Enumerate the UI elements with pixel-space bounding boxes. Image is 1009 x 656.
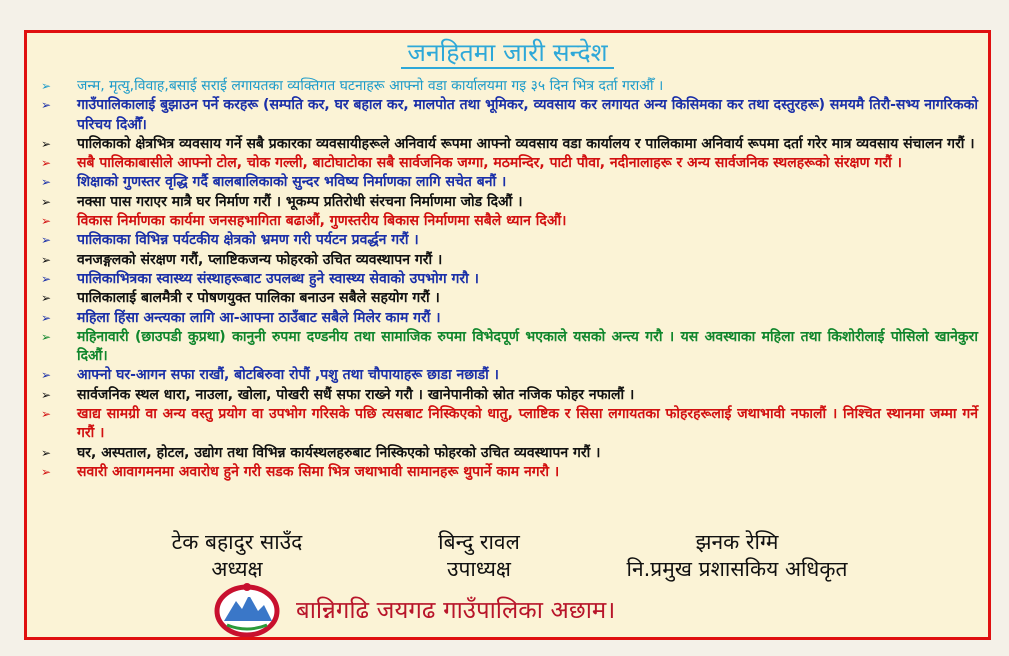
signatory-chairperson	[137, 529, 337, 583]
arrow-bullet-icon: ➢	[41, 368, 52, 383]
arrow-bullet-icon: ➢	[41, 214, 52, 229]
arrow-bullet-icon: ➢	[41, 79, 52, 93]
arrow-bullet-icon: ➢	[41, 98, 52, 113]
list-item: ➢ पालिकालाई बालमैत्री र पोषणयुक्त पालिका बनाउन सबैले सहयोग गरौं ।	[41, 289, 978, 308]
arrow-bullet-icon: ➢	[41, 194, 52, 209]
list-item: ➢ पालिकाभित्रका स्वास्थ्य संस्थाहरूबाट उपलब्ध हुने स्वास्थ्य सेवाको उपभोग गरौ ।	[41, 270, 978, 289]
list-item: ➢ सबै पालिकाबासीले आफ्नो टोल, चोक गल्ली, बाटोघाटोका सबै सार्वजनिक जग्गा, मठमन्दिर, पाटी पौवा, नदीनालाहरू र अन्य सार्वजनिक स्थलहरूको संरक्षण गरौं ।	[41, 154, 978, 173]
list-item: ➢ सार्वजनिक स्थल धारा, नाउला, खोला, पोखरी सधैं सफा राख्ने गरौ । खानेपानीको स्रोत नजिक फोहर नफालौं ।	[41, 386, 978, 405]
signatory-cao	[587, 529, 887, 583]
list-item: ➢ गाउँपालिकालाई बुझाउन पर्ने करहरू (सम्पति कर, घर बहाल कर, मालपोत तथा भूमिकर, व्यवसाय कर लगायत अन्य किसिमका कर तथा दस्तुरहरू) समयमै तिरौ-सभ्य नागरिकको परिचय दिऔँ।	[41, 97, 978, 133]
list-item: ➢ घर, अस्पताल, होटल, उद्योग तथा विभिन्न कार्यस्थलहरुबाट निस्किएको फोहरको उचित व्यवस्थापन गरौं ।	[41, 444, 978, 463]
footer	[212, 581, 615, 637]
list-item: ➢ पालिकाका विभिन्न पर्यटकीय क्षेत्रको भ्रमण गरी पर्यटन प्रवर्द्धन गरौं ।	[41, 231, 978, 250]
arrow-bullet-icon: ➢	[41, 291, 52, 306]
notice-list	[41, 77, 978, 482]
nepal-government-emblem-icon	[212, 581, 282, 637]
arrow-bullet-icon: ➢	[41, 407, 52, 422]
signatory-vice-chairperson	[399, 529, 559, 583]
signatory-position: अध्यक्ष	[211, 557, 263, 581]
signatory-name: टेक बहादुर साउँद	[171, 530, 303, 554]
signatory-position: नि.प्रमुख प्रशासकिय अधिकृत	[626, 557, 848, 581]
notice-board	[24, 30, 991, 640]
arrow-bullet-icon: ➢	[41, 464, 52, 479]
list-item: ➢ महिला हिंसा अन्त्यका लागि आ-आफ्ना ठाउँबाट सबैले मिलेर काम गरौं ।	[41, 309, 978, 328]
arrow-bullet-icon: ➢	[41, 387, 52, 402]
list-item: ➢ जन्म, मृत्यु,विवाह,बसाई सराई लगायतका व्यक्तिगत घटनाहरू आफ्नो वडा कार्यालयमा गइ ३५ दिन भित्र दर्ता गराऔँ ।	[41, 77, 978, 96]
arrow-bullet-icon: ➢	[41, 252, 52, 267]
arrow-bullet-icon: ➢	[41, 445, 52, 460]
list-item: ➢ आफ्नो घर-आगन सफा राखौं, बोटबिरुवा रोपौं ,पशु तथा चौपायाहरू छाडा नछाडौं ।	[41, 366, 978, 385]
list-item: ➢ महिनावारी (छाउपडी कुप्रथा) कानुनी रुपमा दण्डनीय तथा सामाजिक रुपमा विभेदपूर्ण भएकाले यसको अन्त्य गरौ । यस अवस्थाका महिला तथा किशोरीलाई पोसिलो खानेकुरा दिऔं।	[41, 328, 978, 365]
municipality-name: बान्निगढि जयगढ गाउँपालिका अछाम।	[296, 595, 616, 624]
arrow-bullet-icon: ➢	[41, 233, 52, 248]
arrow-bullet-icon: ➢	[41, 271, 52, 286]
list-item: ➢ सवारी आवागमनमा अवारोध हुने गरी सडक सिमा भित्र जथाभावी सामानहरू थुपार्ने काम नगरौ ।	[41, 463, 978, 482]
arrow-bullet-icon: ➢	[41, 175, 52, 190]
arrow-bullet-icon: ➢	[41, 156, 52, 171]
signatory-name: झनक रेग्मि	[695, 530, 779, 554]
list-item: ➢ शिक्षाको गुणस्तर वृद्धि गर्दै बालबालिकाको सुन्दर भविष्य निर्माणका लागि सचेत बनौं ।	[41, 173, 978, 192]
list-item: ➢ खाद्य सामग्री वा अन्य वस्तु प्रयोग वा उपभोग गरिसके पछि त्यसबाट निस्किएको धातु, प्लाष्टिक र सिसा लगायतका फोहरहरूलाई जथाभावी नफालौं । निश्चित स्थानमा जम्मा गर्ने गरौं ।	[41, 406, 978, 442]
list-item: ➢ नक्सा पास गराएर मात्रै घर निर्माण गरौं । भूकम्प प्रतिरोधी संरचना निर्माणमा जोड दिऔं ।	[41, 193, 978, 212]
notice-title: जनहितमा जारी सन्देश	[27, 35, 988, 69]
arrow-bullet-icon: ➢	[41, 310, 52, 325]
signatory-name: बिन्दु रावल	[438, 530, 520, 554]
list-item: ➢ वनजङ्गलको संरक्षण गरौं, प्लाष्टिकजन्य फोहरको उचित व्यवस्थापन गरौं ।	[41, 251, 978, 270]
arrow-bullet-icon: ➢	[41, 329, 52, 344]
arrow-bullet-icon: ➢	[41, 136, 52, 151]
list-item: ➢ पालिकाको क्षेत्रभित्र व्यवसाय गर्ने सबै प्रकारका व्यवसायीहरूले अनिवार्य रूपमा आफ्नो व्यवसाय वडा कार्यालय र पालिकामा अनिवार्य रूपमा दर्ता गरेर मात्र व्यवसाय संचालन गरौं ।	[41, 135, 978, 154]
list-item: ➢ विकास निर्माणका कार्यमा जनसहभागिता बढाऔं, गुणस्तरीय बिकास निर्माणमा सबैले ध्यान दिऔं।	[41, 212, 978, 231]
signatory-position: उपाध्यक्ष	[446, 557, 511, 581]
